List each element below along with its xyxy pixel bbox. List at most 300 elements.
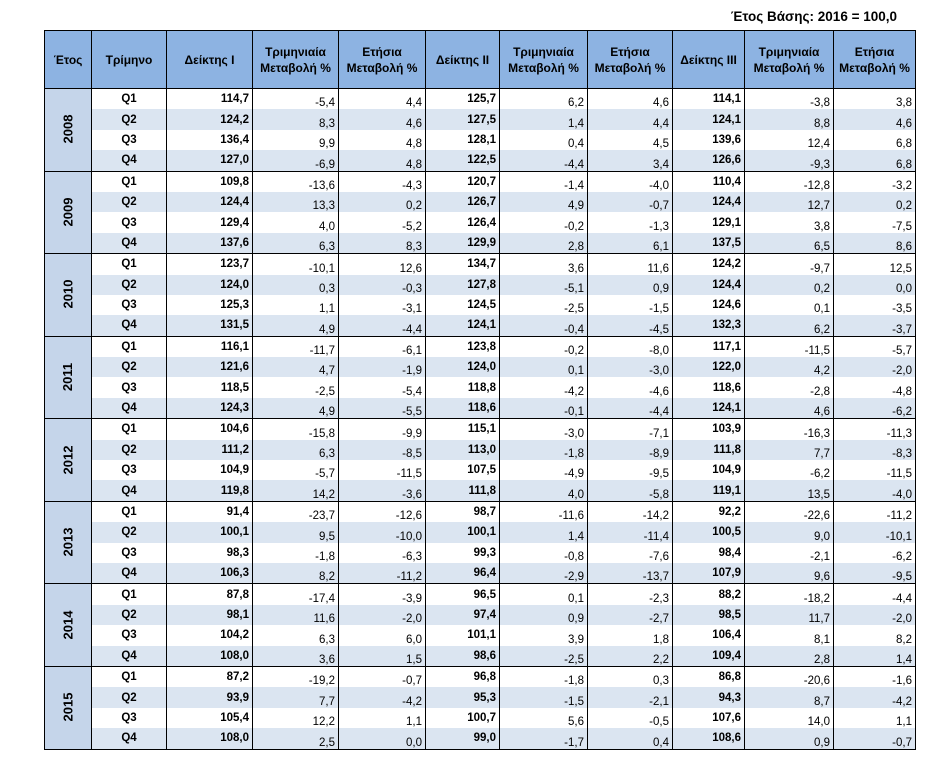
cell-yoy-1: -9,9 <box>339 419 426 440</box>
table-row <box>45 687 916 707</box>
cell-yoy-2: -8,9 <box>588 440 673 460</box>
cell-qoq-2: 6,2 <box>500 89 588 110</box>
cell-index-2: 127,5 <box>426 109 500 129</box>
cell-yoy-1: -11,2 <box>339 563 426 584</box>
cell-qoq-1: 7,7 <box>253 687 339 707</box>
table-row <box>45 543 916 563</box>
cell-index-1: 108,0 <box>167 728 253 749</box>
cell-yoy-2: -5,8 <box>588 480 673 501</box>
cell-qoq-1: 6,3 <box>253 233 339 254</box>
cell-qoq-2: 3,9 <box>500 625 588 645</box>
cell-quarter: Q3 <box>92 212 167 232</box>
cell-qoq-1: -17,4 <box>253 584 339 605</box>
cell-yoy-3: 6,8 <box>834 130 916 150</box>
table-row <box>45 646 916 667</box>
cell-quarter: Q4 <box>92 398 167 419</box>
year-label: 2014 <box>59 610 75 640</box>
table-row <box>45 150 916 171</box>
cell-yoy-1: -12,6 <box>339 501 426 522</box>
cell-index-3: 118,6 <box>673 377 745 397</box>
cell-yoy-3: -9,5 <box>834 563 916 584</box>
cell-qoq-2: 2,8 <box>500 233 588 254</box>
cell-index-2: 95,3 <box>426 687 500 707</box>
cell-quarter: Q4 <box>92 563 167 584</box>
cell-yoy-2: 0,4 <box>588 728 673 749</box>
cell-yoy-3: 8,2 <box>834 625 916 645</box>
cell-qoq-2: 5,6 <box>500 708 588 728</box>
cell-qoq-2: 4,9 <box>500 192 588 212</box>
cell-yoy-1: 0,0 <box>339 728 426 749</box>
cell-yoy-3: 1,4 <box>834 646 916 667</box>
cell-yoy-3: -3,5 <box>834 295 916 315</box>
cell-yoy-3: -11,3 <box>834 419 916 440</box>
cell-yoy-2: -9,5 <box>588 460 673 480</box>
cell-index-3: 103,9 <box>673 419 745 440</box>
cell-qoq-1: -5,4 <box>253 89 339 110</box>
cell-yoy-1: 8,3 <box>339 233 426 254</box>
cell-yoy-2: 11,6 <box>588 254 673 275</box>
table-row <box>45 171 916 192</box>
cell-index-1: 131,5 <box>167 315 253 336</box>
cell-qoq-2: -4,9 <box>500 460 588 480</box>
cell-yoy-2: 1,8 <box>588 625 673 645</box>
cell-qoq-1: 2,5 <box>253 728 339 749</box>
cell-yoy-1: -4,4 <box>339 315 426 336</box>
cell-yoy-1: -5,4 <box>339 377 426 397</box>
cell-index-3: 107,9 <box>673 563 745 584</box>
cell-yoy-2: -3,0 <box>588 357 673 377</box>
cell-yoy-1: -0,3 <box>339 275 426 295</box>
table-row <box>45 89 916 110</box>
cell-yoy-1: 12,6 <box>339 254 426 275</box>
cell-qoq-1: 8,2 <box>253 563 339 584</box>
cell-yoy-3: -11,2 <box>834 501 916 522</box>
cell-yoy-1: 1,5 <box>339 646 426 667</box>
cell-yoy-2: -2,7 <box>588 605 673 625</box>
cell-yoy-1: 4,6 <box>339 109 426 129</box>
cell-qoq-3: 8,1 <box>745 625 834 645</box>
cell-index-3: 117,1 <box>673 336 745 357</box>
cell-qoq-1: -15,8 <box>253 419 339 440</box>
cell-yoy-2: 3,4 <box>588 150 673 171</box>
cell-index-2: 96,4 <box>426 563 500 584</box>
cell-index-1: 109,8 <box>167 171 253 192</box>
cell-yoy-2: -0,7 <box>588 192 673 212</box>
table-row <box>45 460 916 480</box>
cell-yoy-1: -5,2 <box>339 212 426 232</box>
cell-yoy-1: -8,5 <box>339 440 426 460</box>
cell-yoy-3: -6,2 <box>834 398 916 419</box>
table-row <box>45 584 916 605</box>
cell-yoy-2: -4,4 <box>588 398 673 419</box>
cell-qoq-1: -13,6 <box>253 171 339 192</box>
cell-index-3: 110,4 <box>673 171 745 192</box>
cell-index-2: 96,5 <box>426 584 500 605</box>
cell-index-2: 98,7 <box>426 501 500 522</box>
cell-qoq-3: -20,6 <box>745 666 834 687</box>
cell-quarter: Q2 <box>92 109 167 129</box>
cell-index-3: 98,4 <box>673 543 745 563</box>
cell-index-2: 122,5 <box>426 150 500 171</box>
cell-yoy-2: -7,6 <box>588 543 673 563</box>
cell-qoq-3: 9,0 <box>745 522 834 542</box>
table-row <box>45 625 916 645</box>
cell-quarter: Q1 <box>92 419 167 440</box>
cell-qoq-1: 12,2 <box>253 708 339 728</box>
year-cell <box>45 171 92 254</box>
cell-index-3: 124,4 <box>673 192 745 212</box>
table-row <box>45 377 916 397</box>
cell-qoq-1: 3,6 <box>253 646 339 667</box>
cell-yoy-1: -1,9 <box>339 357 426 377</box>
cell-yoy-1: 4,8 <box>339 150 426 171</box>
cell-qoq-1: 6,3 <box>253 440 339 460</box>
cell-index-2: 98,6 <box>426 646 500 667</box>
col-header-qoq-3: Τριμηνιαία Μεταβολή % <box>745 31 834 89</box>
cell-yoy-1: -6,3 <box>339 543 426 563</box>
cell-qoq-1: 4,7 <box>253 357 339 377</box>
table-row <box>45 315 916 336</box>
cell-index-1: 106,3 <box>167 563 253 584</box>
cell-yoy-1: -10,0 <box>339 522 426 542</box>
cell-index-1: 87,8 <box>167 584 253 605</box>
cell-yoy-2: -4,0 <box>588 171 673 192</box>
cell-yoy-3: -1,6 <box>834 666 916 687</box>
cell-qoq-3: -12,8 <box>745 171 834 192</box>
year-label: 2012 <box>59 445 75 474</box>
cell-qoq-1: 1,1 <box>253 295 339 315</box>
cell-yoy-2: 4,6 <box>588 89 673 110</box>
cell-quarter: Q4 <box>92 480 167 501</box>
table-row <box>45 336 916 357</box>
cell-quarter: Q2 <box>92 440 167 460</box>
cell-index-1: 127,0 <box>167 150 253 171</box>
year-label: 2008 <box>59 114 75 144</box>
year-cell <box>45 419 92 502</box>
cell-qoq-2: -2,5 <box>500 295 588 315</box>
cell-yoy-3: -4,2 <box>834 687 916 707</box>
cell-qoq-1: 9,5 <box>253 522 339 542</box>
cell-qoq-1: -5,7 <box>253 460 339 480</box>
cell-yoy-2: -4,5 <box>588 315 673 336</box>
year-label: 2013 <box>59 527 75 557</box>
cell-qoq-2: -1,7 <box>500 728 588 749</box>
cell-quarter: Q2 <box>92 275 167 295</box>
cell-index-3: 111,8 <box>673 440 745 460</box>
cell-index-1: 129,4 <box>167 212 253 232</box>
table-row <box>45 728 916 749</box>
col-header-quarter: Τρίμηνο <box>92 31 167 89</box>
cell-qoq-3: -9,7 <box>745 254 834 275</box>
cell-index-1: 124,4 <box>167 192 253 212</box>
col-header-year: Έτος <box>45 31 92 89</box>
table-row <box>45 295 916 315</box>
cell-index-1: 87,2 <box>167 666 253 687</box>
cell-yoy-3: 12,5 <box>834 254 916 275</box>
cell-yoy-2: -4,6 <box>588 377 673 397</box>
cell-yoy-3: -10,1 <box>834 522 916 542</box>
cell-qoq-1: -19,2 <box>253 666 339 687</box>
cell-qoq-3: -16,3 <box>745 419 834 440</box>
cell-index-1: 124,3 <box>167 398 253 419</box>
cell-yoy-1: -2,0 <box>339 605 426 625</box>
cell-qoq-1: 4,0 <box>253 212 339 232</box>
cell-yoy-3: 0,0 <box>834 275 916 295</box>
cell-qoq-3: 6,5 <box>745 233 834 254</box>
table-row <box>45 130 916 150</box>
col-header-qoq-2: Τριμηνιαία Μεταβολή % <box>500 31 588 89</box>
cell-index-2: 96,8 <box>426 666 500 687</box>
cell-qoq-3: 7,7 <box>745 440 834 460</box>
cell-yoy-3: 6,8 <box>834 150 916 171</box>
cell-yoy-1: -6,1 <box>339 336 426 357</box>
cell-index-3: 126,6 <box>673 150 745 171</box>
cell-yoy-2: -0,5 <box>588 708 673 728</box>
cell-index-1: 98,3 <box>167 543 253 563</box>
cell-index-1: 121,6 <box>167 357 253 377</box>
cell-index-2: 113,0 <box>426 440 500 460</box>
table-row <box>45 254 916 275</box>
cell-quarter: Q2 <box>92 357 167 377</box>
year-cell <box>45 336 92 419</box>
cell-qoq-3: -6,2 <box>745 460 834 480</box>
cell-index-2: 118,6 <box>426 398 500 419</box>
cell-index-1: 118,5 <box>167 377 253 397</box>
table-row <box>45 605 916 625</box>
cell-index-3: 114,1 <box>673 89 745 110</box>
cell-qoq-1: -6,9 <box>253 150 339 171</box>
cell-yoy-3: -5,7 <box>834 336 916 357</box>
cell-qoq-3: -2,8 <box>745 377 834 397</box>
cell-yoy-3: -11,5 <box>834 460 916 480</box>
cell-qoq-3: 13,5 <box>745 480 834 501</box>
cell-index-3: 132,3 <box>673 315 745 336</box>
cell-yoy-1: -3,1 <box>339 295 426 315</box>
cell-quarter: Q2 <box>92 522 167 542</box>
cell-yoy-3: 4,6 <box>834 109 916 129</box>
index-table <box>44 30 916 750</box>
cell-yoy-3: -4,8 <box>834 377 916 397</box>
cell-qoq-3: 11,7 <box>745 605 834 625</box>
cell-index-2: 126,7 <box>426 192 500 212</box>
year-label: 2010 <box>59 279 75 309</box>
col-header-yoy-2: Ετήσια Μεταβολή % <box>588 31 673 89</box>
cell-quarter: Q1 <box>92 254 167 275</box>
table-row <box>45 666 916 687</box>
cell-index-3: 100,5 <box>673 522 745 542</box>
cell-qoq-3: 0,2 <box>745 275 834 295</box>
cell-yoy-2: 4,4 <box>588 109 673 129</box>
cell-qoq-2: 0,1 <box>500 357 588 377</box>
cell-qoq-1: -11,7 <box>253 336 339 357</box>
base-year-note: Έτος Βάσης: 2016 = 100,0 <box>730 9 897 24</box>
cell-yoy-2: 0,3 <box>588 666 673 687</box>
cell-qoq-2: -1,8 <box>500 440 588 460</box>
cell-qoq-1: 0,3 <box>253 275 339 295</box>
cell-index-2: 134,7 <box>426 254 500 275</box>
cell-yoy-3: -2,0 <box>834 605 916 625</box>
cell-qoq-3: 6,2 <box>745 315 834 336</box>
cell-index-3: 94,3 <box>673 687 745 707</box>
cell-yoy-3: 0,2 <box>834 192 916 212</box>
cell-qoq-1: 11,6 <box>253 605 339 625</box>
cell-qoq-2: -0,2 <box>500 336 588 357</box>
year-label: 2015 <box>59 692 75 722</box>
cell-qoq-2: -1,4 <box>500 171 588 192</box>
cell-index-1: 116,1 <box>167 336 253 357</box>
cell-qoq-1: 8,3 <box>253 109 339 129</box>
cell-qoq-3: 0,9 <box>745 728 834 749</box>
cell-yoy-1: -3,9 <box>339 584 426 605</box>
cell-quarter: Q1 <box>92 666 167 687</box>
cell-index-2: 100,7 <box>426 708 500 728</box>
cell-index-3: 129,1 <box>673 212 745 232</box>
cell-qoq-3: 8,7 <box>745 687 834 707</box>
cell-yoy-3: -7,5 <box>834 212 916 232</box>
cell-index-3: 106,4 <box>673 625 745 645</box>
cell-qoq-2: 0,1 <box>500 584 588 605</box>
cell-yoy-2: 4,5 <box>588 130 673 150</box>
cell-index-3: 86,8 <box>673 666 745 687</box>
cell-qoq-3: 14,0 <box>745 708 834 728</box>
cell-index-3: 124,1 <box>673 398 745 419</box>
cell-index-2: 126,4 <box>426 212 500 232</box>
cell-qoq-3: 3,8 <box>745 212 834 232</box>
cell-yoy-3: -6,2 <box>834 543 916 563</box>
cell-qoq-3: 8,8 <box>745 109 834 129</box>
cell-index-1: 137,6 <box>167 233 253 254</box>
cell-yoy-1: -0,7 <box>339 666 426 687</box>
col-header-yoy-3: Ετήσια Μεταβολή % <box>834 31 916 89</box>
cell-yoy-3: -4,0 <box>834 480 916 501</box>
cell-quarter: Q1 <box>92 501 167 522</box>
cell-yoy-3: 1,1 <box>834 708 916 728</box>
cell-index-1: 114,7 <box>167 89 253 110</box>
cell-yoy-3: -8,3 <box>834 440 916 460</box>
cell-index-3: 104,9 <box>673 460 745 480</box>
year-label: 2009 <box>59 197 75 227</box>
cell-index-1: 105,4 <box>167 708 253 728</box>
cell-qoq-2: 1,4 <box>500 109 588 129</box>
header-row <box>45 31 916 89</box>
cell-index-2: 120,7 <box>426 171 500 192</box>
col-header-index-3: Δείκτης III <box>673 31 745 89</box>
cell-index-2: 124,5 <box>426 295 500 315</box>
cell-yoy-2: -1,3 <box>588 212 673 232</box>
cell-yoy-3: -0,7 <box>834 728 916 749</box>
cell-index-2: 99,3 <box>426 543 500 563</box>
table-row <box>45 419 916 440</box>
cell-index-1: 104,9 <box>167 460 253 480</box>
cell-yoy-2: 6,1 <box>588 233 673 254</box>
cell-yoy-2: 2,2 <box>588 646 673 667</box>
cell-quarter: Q1 <box>92 584 167 605</box>
cell-qoq-2: -0,8 <box>500 543 588 563</box>
year-cell <box>45 666 92 749</box>
cell-index-2: 115,1 <box>426 419 500 440</box>
cell-index-3: 119,1 <box>673 480 745 501</box>
cell-qoq-3: 4,6 <box>745 398 834 419</box>
cell-qoq-2: -2,9 <box>500 563 588 584</box>
cell-yoy-2: -11,4 <box>588 522 673 542</box>
cell-yoy-1: 6,0 <box>339 625 426 645</box>
cell-yoy-2: -14,2 <box>588 501 673 522</box>
cell-index-3: 92,2 <box>673 501 745 522</box>
table-row <box>45 522 916 542</box>
cell-index-3: 108,6 <box>673 728 745 749</box>
cell-yoy-1: -4,3 <box>339 171 426 192</box>
cell-qoq-2: -1,8 <box>500 666 588 687</box>
cell-qoq-2: -1,5 <box>500 687 588 707</box>
cell-yoy-2: -7,1 <box>588 419 673 440</box>
cell-yoy-1: -4,2 <box>339 687 426 707</box>
cell-quarter: Q2 <box>92 687 167 707</box>
cell-index-1: 124,0 <box>167 275 253 295</box>
cell-index-1: 104,6 <box>167 419 253 440</box>
table-row <box>45 398 916 419</box>
cell-index-3: 124,4 <box>673 275 745 295</box>
cell-yoy-3: -3,7 <box>834 315 916 336</box>
cell-yoy-2: -8,0 <box>588 336 673 357</box>
cell-quarter: Q4 <box>92 150 167 171</box>
year-cell <box>45 584 92 667</box>
cell-index-1: 100,1 <box>167 522 253 542</box>
cell-index-3: 122,0 <box>673 357 745 377</box>
cell-yoy-1: 0,2 <box>339 192 426 212</box>
cell-qoq-1: -2,5 <box>253 377 339 397</box>
cell-yoy-1: 1,1 <box>339 708 426 728</box>
table-row <box>45 109 916 129</box>
cell-quarter: Q2 <box>92 605 167 625</box>
cell-quarter: Q3 <box>92 295 167 315</box>
cell-index-3: 137,5 <box>673 233 745 254</box>
cell-qoq-2: 0,9 <box>500 605 588 625</box>
cell-index-1: 119,8 <box>167 480 253 501</box>
table-row <box>45 212 916 232</box>
table-row <box>45 480 916 501</box>
cell-quarter: Q3 <box>92 625 167 645</box>
cell-qoq-3: 2,8 <box>745 646 834 667</box>
cell-yoy-3: -4,4 <box>834 584 916 605</box>
table-row <box>45 192 916 212</box>
cell-index-2: 101,1 <box>426 625 500 645</box>
cell-index-1: 104,2 <box>167 625 253 645</box>
cell-qoq-3: 12,4 <box>745 130 834 150</box>
cell-index-3: 139,6 <box>673 130 745 150</box>
table-row <box>45 708 916 728</box>
table-row <box>45 275 916 295</box>
cell-quarter: Q3 <box>92 460 167 480</box>
cell-qoq-1: -10,1 <box>253 254 339 275</box>
cell-index-2: 123,8 <box>426 336 500 357</box>
cell-yoy-3: -3,2 <box>834 171 916 192</box>
col-header-index-2: Δείκτης II <box>426 31 500 89</box>
cell-index-2: 118,8 <box>426 377 500 397</box>
cell-qoq-3: 12,7 <box>745 192 834 212</box>
cell-quarter: Q3 <box>92 708 167 728</box>
cell-qoq-1: 4,9 <box>253 315 339 336</box>
cell-quarter: Q1 <box>92 171 167 192</box>
cell-index-3: 98,5 <box>673 605 745 625</box>
cell-index-2: 129,9 <box>426 233 500 254</box>
cell-index-2: 124,1 <box>426 315 500 336</box>
cell-index-2: 100,1 <box>426 522 500 542</box>
cell-qoq-2: -5,1 <box>500 275 588 295</box>
cell-yoy-3: 3,8 <box>834 89 916 110</box>
cell-index-2: 97,4 <box>426 605 500 625</box>
cell-qoq-2: 4,0 <box>500 480 588 501</box>
cell-qoq-3: -9,3 <box>745 150 834 171</box>
